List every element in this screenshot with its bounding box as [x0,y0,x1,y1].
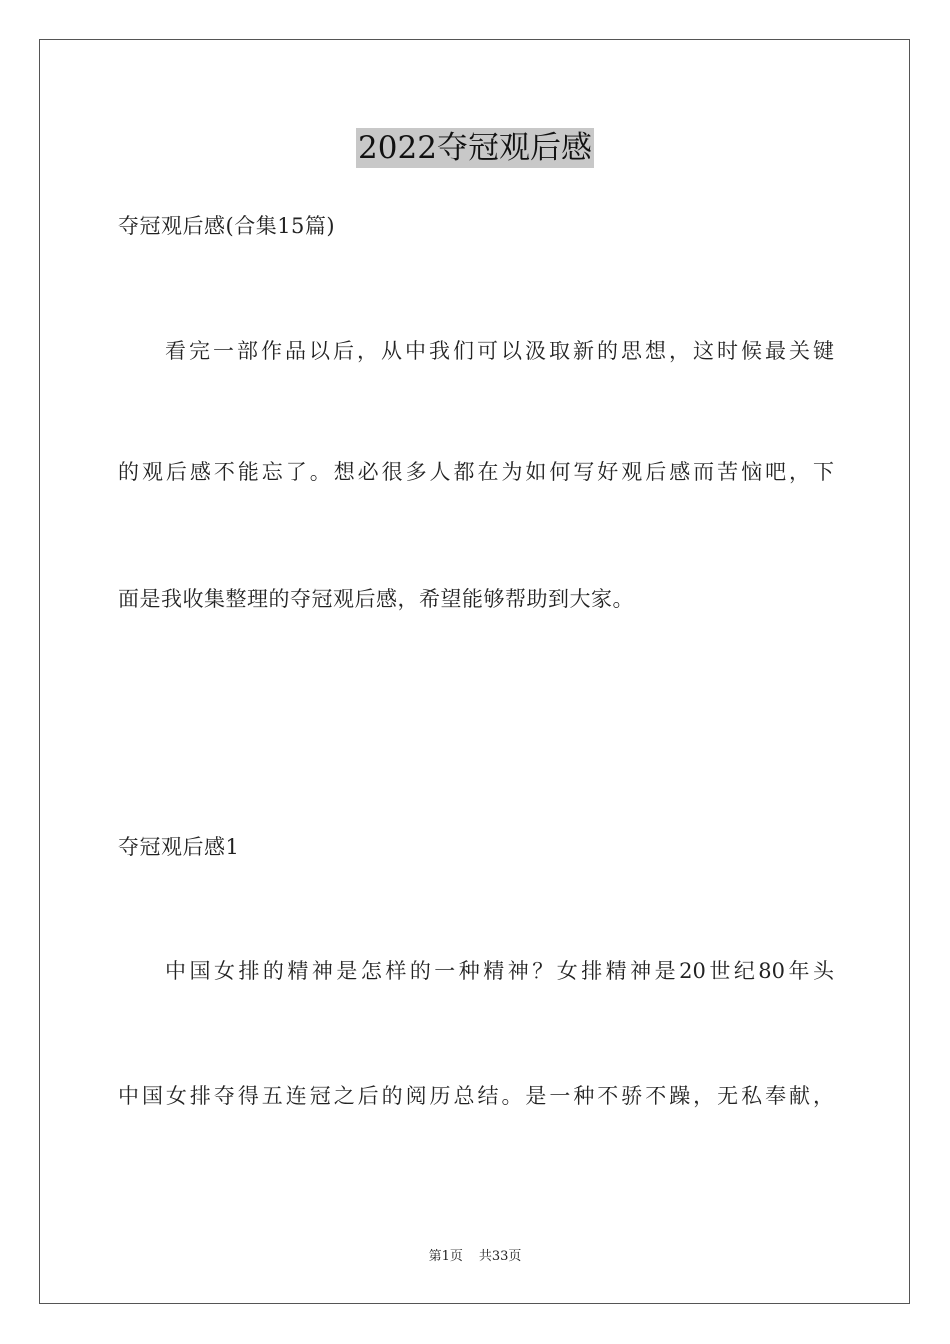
document-subtitle: 夺冠观后感(合集15篇) [118,214,336,238]
section-line-2: 中国女排夺得五连冠之后的阅历总结。是一种不骄不躁，无私奉献， [118,1084,834,1108]
section-heading: 夺冠观后感1 [118,835,240,859]
title-container [0,128,950,168]
intro-line-1: 看完一部作品以后，从中我们可以汲取新的思想，这时候最关键 [165,339,834,363]
section-line-1: 中国女排的精神是怎样的一种精神？女排精神是20世纪80年头 [165,959,834,983]
page-number: 第1页 [428,1249,463,1264]
page-total: 共33页 [478,1249,522,1264]
intro-line-3: 面是我收集整理的夺冠观后感，希望能够帮助到大家。 [118,587,634,611]
document-title: 2022夺冠观后感 [358,130,592,166]
intro-line-2: 的观后感不能忘了。想必很多人都在为如何写好观后感而苦恼吧，下 [118,460,834,484]
page-footer [0,1248,950,1266]
